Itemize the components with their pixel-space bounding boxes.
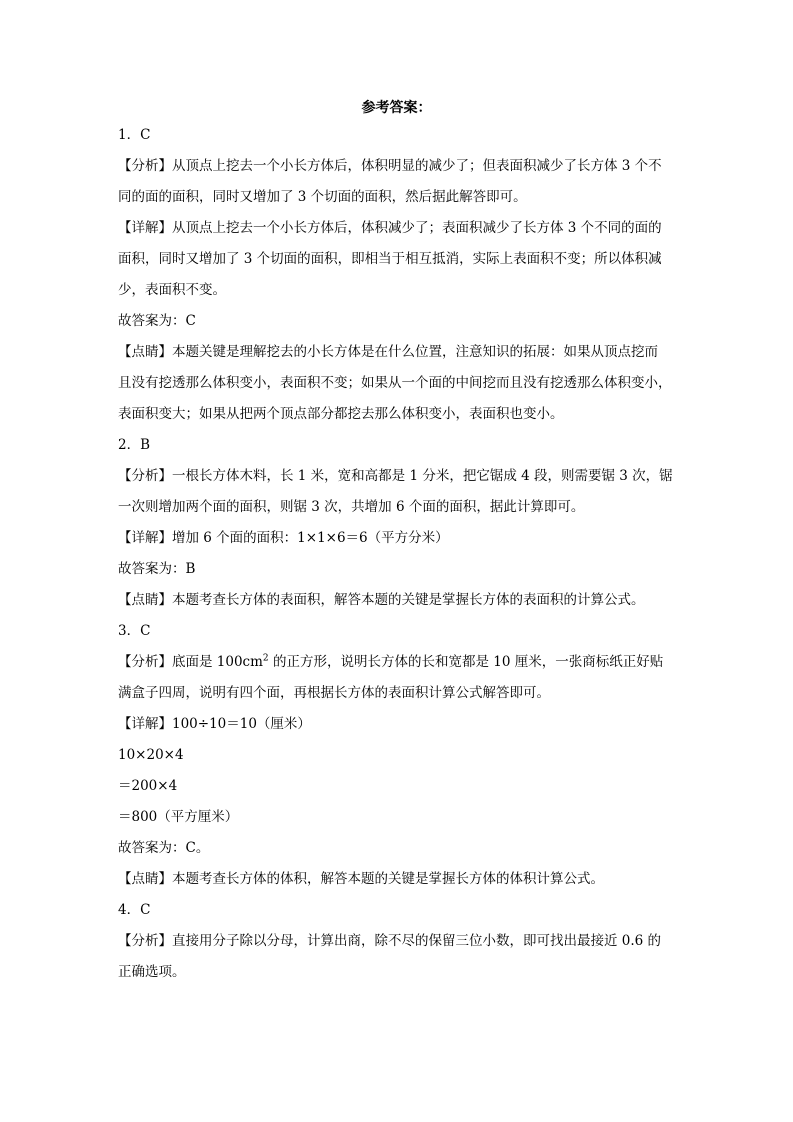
q3-detail-line-4: ＝800（平方厘米） bbox=[118, 809, 239, 825]
q4-analysis-line-1: 【分析】直接用分子除以分母，计算出商，除不尽的保留三位小数，即可找出最接近 0.6 的 bbox=[118, 933, 662, 949]
q2-analysis-line-2: 一次则增加两个面的面积，则锯 3 次，共增加 6 个面的面积，据此计算即可。 bbox=[118, 499, 585, 515]
superscript-2: 2 bbox=[262, 653, 269, 664]
question-3-answer: 3．C bbox=[118, 623, 151, 639]
q1-comment-line-2: 且没有挖透那么体积变小，表面积不变；如果从一个面的中间挖而且没有挖透那么体积变小， bbox=[118, 375, 672, 391]
q2-final-answer: 故答案为：B bbox=[118, 561, 196, 577]
q2-comment-line-1: 【点睛】本题考查长方体的表面积，解答本题的关键是掌握长方体的表面积的计算公式。 bbox=[118, 592, 645, 608]
q3-detail-line-3: ＝200×4 bbox=[118, 778, 178, 794]
q1-analysis-line-2: 同的面的面积，同时又增加了 3 个切面的面积，然后据此解答即可。 bbox=[118, 189, 527, 205]
page-title: 参考答案： bbox=[361, 100, 432, 116]
q3-analysis-line-1 bbox=[118, 647, 678, 678]
q3-analysis-text-rest: 的正方形，说明长方体的长和宽都是 10 厘米，一张商标纸正好贴 bbox=[268, 654, 664, 670]
question-4-answer: 4．C bbox=[118, 902, 151, 918]
answer-content bbox=[118, 120, 678, 988]
q3-detail-line-1: 【详解】100÷10＝10（厘米） bbox=[118, 716, 311, 732]
q1-final-answer: 故答案为：C bbox=[118, 313, 196, 329]
question-2-answer: 2．B bbox=[118, 437, 151, 453]
q2-analysis-line-1: 【分析】一根长方体木料，长 1 米，宽和高都是 1 分米，把它锯成 4 段，则需要锯 3 次，锯 bbox=[118, 468, 673, 484]
q3-analysis-line-2: 满盒子四周，说明有四个面，再根据长方体的表面积计算公式解答即可。 bbox=[118, 685, 550, 701]
q2-detail-line-1: 【详解】增加 6 个面的面积：1×1×6＝6（平方分米） bbox=[118, 530, 449, 546]
q3-detail-line-2: 10×20×4 bbox=[118, 747, 184, 763]
q4-analysis-line-2: 正确选项。 bbox=[118, 964, 186, 980]
q3-final-answer: 故答案为：C。 bbox=[118, 840, 210, 856]
q3-comment-line-1: 【点睛】本题考查长方体的体积，解答本题的关键是掌握长方体的体积计算公式。 bbox=[118, 871, 604, 887]
q1-comment-line-1: 【点睛】本题关键是理解挖去的小长方体是在什么位置，注意知识的拓展：如果从顶点挖而 bbox=[118, 344, 658, 360]
q1-comment-line-3: 表面积变大；如果从把两个顶点部分都挖去那么体积变小，表面积也变小。 bbox=[118, 406, 564, 422]
q1-detail-line-2: 面积，同时又增加了 3 个切面的面积，即相当于相互抵消，实际上表面积不变；所以体积减 bbox=[118, 251, 662, 267]
q3-analysis-text: 【分析】底面是 100cm bbox=[118, 654, 263, 670]
q1-detail-line-1: 【详解】从顶点上挖去一个小长方体后，体积减少了；表面积减少了长方体 3 个不同的面的 bbox=[118, 220, 662, 236]
q1-analysis-line-1: 【分析】从顶点上挖去一个小长方体后，体积明显的减少了；但表面积减少了长方体 3 个不 bbox=[118, 158, 662, 174]
question-1-answer: 1．C bbox=[118, 127, 151, 143]
q1-detail-line-3: 少，表面积不变。 bbox=[118, 282, 226, 298]
